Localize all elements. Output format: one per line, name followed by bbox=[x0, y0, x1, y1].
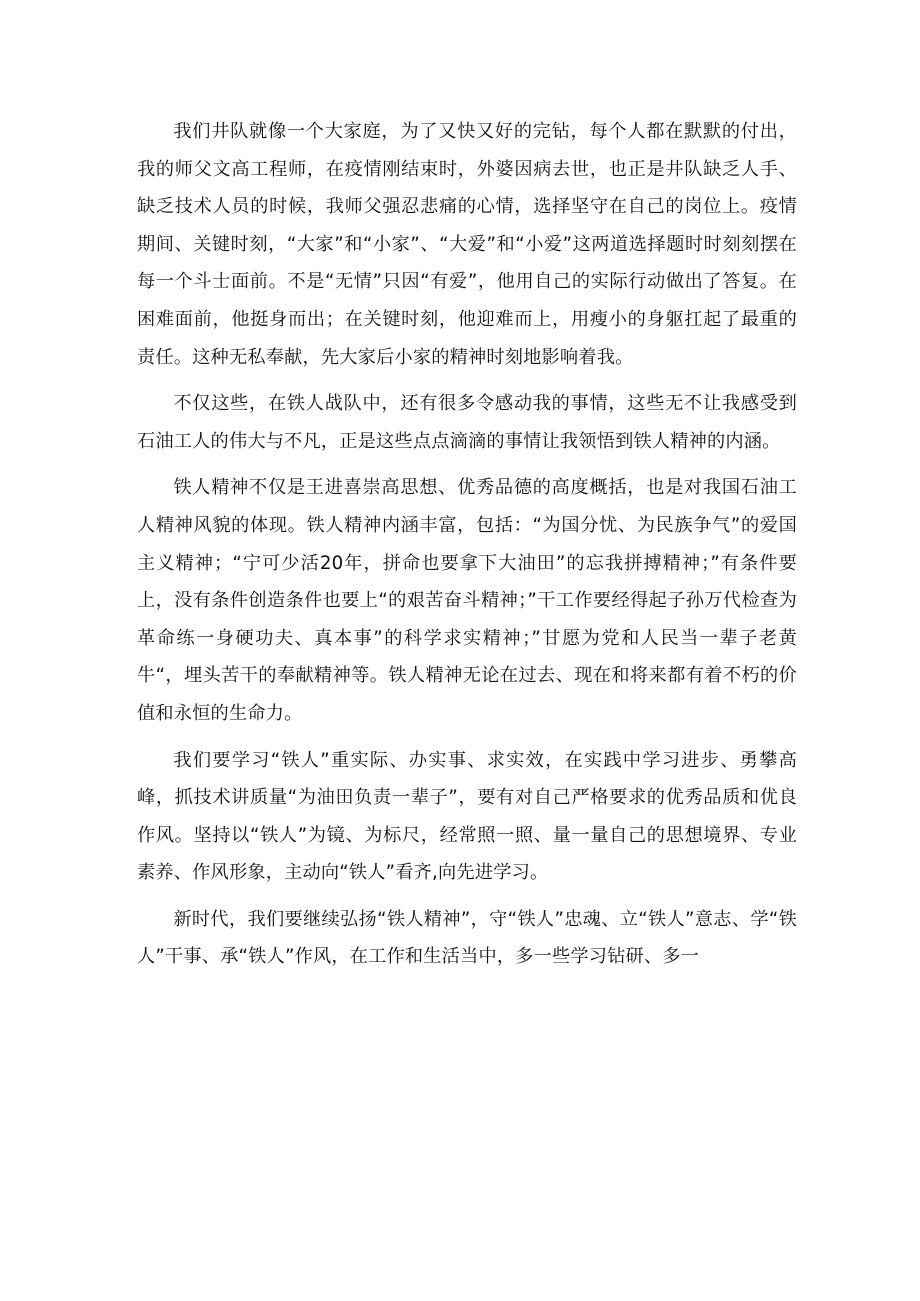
paragraph-new-era: 新时代，我们要继续弘扬“铁人精神”，守“铁人”忠魂、立“铁人”意志、学“铁人”干事、承“铁人”作风，在工作和生活当中，多一些学习钻研、多一 bbox=[137, 908, 797, 968]
paragraph-moving-stories: 不仅这些，在铁人战队中，还有很多令感动我的事情，这些无不让我感受到石油工人的伟大与不凡，正是这些点点滴滴的事情让我领悟到铁人精神的内涵。 bbox=[137, 393, 797, 452]
paragraph-iron-man-spirit: 铁人精神不仅是王进喜崇高思想、优秀品德的高度概括，也是对我国石油工人精神风貌的体现。铁人精神内涵丰富，包括：“为国分忧、为民族争气”的爱国主义精神；“宁可少活20年，拼命也要拿下大油田”的忘我拼搏精神；”有条件要上，没有条件创造条件也要上“的艰苦奋斗精神；”干工作要经得起子孙万代检查为革命练一身硬功夫、真本事”的科学求实精神；”甘愿为党和人民当一辈子老黄牛“，埋头苦干的奉献精神等。铁人精神无论在过去、现在和将来都有着不朽的价值和永恒的生命力。 bbox=[137, 477, 797, 724]
document-body bbox=[137, 113, 797, 976]
paragraph-learn-from-iron-man: 我们要学习“铁人”重实际、办实事、求实效，在实践中学习进步、勇攀高峰，抓技术讲质量“为油田负责一辈子”，要有对自己严格要求的优秀品质和优良作风。坚持以“铁人”为镜、为标尺，经常照一照、量一量自己的思想境界、专业素养、作风形象，主动向“铁人”看齐,向先进学习。 bbox=[137, 749, 797, 884]
paragraph-team-family: 我们井队就像一个大家庭，为了又快又好的完钻，每个人都在默默的付出，我的师父文高工程师，在疫情刚结束时，外婆因病去世，也正是井队缺乏人手、缺乏技术人员的时候，我师父强忍悲痛的心情，选择坚守在自己的岗位上。疫情期间、关键时刻，“大家”和“小家”、“大爱”和“小爱”这两道选择题时时刻刻摆在每一个斗士面前。不是“无情”只因“有爱”，他用自己的实际行动做出了答复。在困难面前，他挺身而出；在关键时刻，他迎难而上，用瘦小的身躯扛起了最重的责任。这种无私奉献，先大家后小家的精神时刻地影响着我。 bbox=[137, 121, 797, 368]
